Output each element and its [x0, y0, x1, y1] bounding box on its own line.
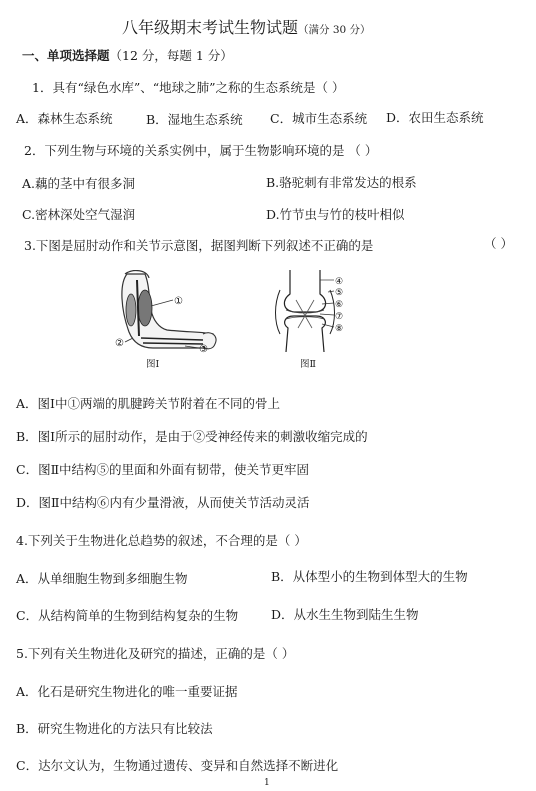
question-5-option-c: C．达尔文认为，生物通过遗传、变异和自然选择不断进化 — [16, 758, 339, 773]
question-4-option-c: C．从结构简单的生物到结构复杂的生物 — [16, 608, 239, 623]
question-4-option-b: B．从体型小的生物到体型大的生物 — [271, 569, 468, 584]
question-5-option-b: B．研究生物进化的方法只有比较法 — [16, 721, 213, 736]
question-2-option-a: A.藕的茎中有很多洞 — [22, 176, 136, 191]
question-1-option-b: B．湿地生态系统 — [146, 112, 243, 127]
section-title: 一、单项选择题 — [22, 48, 110, 63]
question-5-stem: 5.下列有关生物进化及研究的描述，正确的是（ ） — [16, 646, 295, 661]
question-3-option-d: D．图Ⅱ中结构⑥内有少量滑液，从而使关节活动灵活 — [16, 495, 310, 510]
section-heading — [22, 48, 233, 64]
exam-title-text: 八年级期末考试生物试题 — [122, 18, 299, 37]
upper-bone — [284, 270, 325, 312]
question-1-option-d: D．农田生态系统 — [386, 110, 484, 125]
question-1-option-a: A．森林生态系统 — [16, 111, 113, 126]
question-2-option-b: B.骆驼刺有非常发达的根系 — [266, 175, 417, 190]
question-1-stem: 1．具有“绿色水库”、“地球之肺”之称的生态系统是（ ） — [32, 80, 345, 95]
joint-capsule — [276, 290, 281, 334]
fig2-label-7: ⑦ — [335, 312, 344, 322]
question-2-option-d: D.竹节虫与竹的枝叶相似 — [266, 207, 405, 222]
question-4-stem: 4.下列关于生物进化总趋势的叙述，不合理的是（ ） — [16, 533, 307, 548]
fig1-label-3: ③ — [199, 344, 208, 355]
fig2-label-6: ⑥ — [335, 300, 344, 310]
question-3-bracket: （ ） — [484, 236, 513, 251]
question-3-option-b: B．图Ⅰ所示的屈肘动作，是由于②受神经传来的刺激收缩完成的 — [16, 429, 368, 444]
figure-1-caption: 图Ⅰ — [146, 359, 160, 370]
figure-1-arm-diagram — [115, 270, 220, 355]
question-4-option-a: A．从单细胞生物到多细胞生物 — [16, 571, 188, 586]
figure-2-joint-diagram — [272, 270, 352, 352]
triceps-muscle — [126, 294, 136, 326]
fig1-label-2: ② — [115, 338, 124, 349]
question-3-option-a: A．图Ⅰ中①两端的肌腱跨关节附着在不同的骨上 — [16, 396, 280, 411]
question-3-option-c: C．图Ⅱ中结构⑤的里面和外面有韧带，使关节更牢固 — [16, 462, 310, 477]
score-note: （满分 30 分） — [298, 24, 371, 36]
lower-bone — [285, 316, 326, 352]
question-1-option-c: C．城市生态系统 — [270, 111, 368, 126]
figure-2-caption: 图Ⅱ — [300, 359, 316, 370]
question-2-stem: 2．下列生物与环境的关系实例中，属于生物影响环境的是 （ ） — [24, 143, 378, 158]
section-score: （12 分，每题 1 分） — [109, 48, 233, 63]
exam-title — [122, 18, 371, 40]
fig1-label-1: ① — [174, 296, 183, 307]
fig2-label-4: ④ — [335, 277, 344, 287]
question-4-option-d: D．从水生生物到陆生生物 — [271, 607, 419, 622]
fig2-label-5: ⑤ — [335, 288, 344, 298]
page-number: 1 — [264, 778, 270, 788]
biceps-muscle — [138, 290, 152, 326]
fig2-label-8: ⑧ — [335, 324, 344, 334]
question-2-option-c: C.密林深处空气湿润 — [22, 207, 136, 222]
question-5-option-a: A．化石是研究生物进化的唯一重要证据 — [16, 684, 238, 699]
question-3-stem: 3.下图是屈肘动作和关节示意图，据图判断下列叙述不正确的是 — [24, 238, 374, 253]
